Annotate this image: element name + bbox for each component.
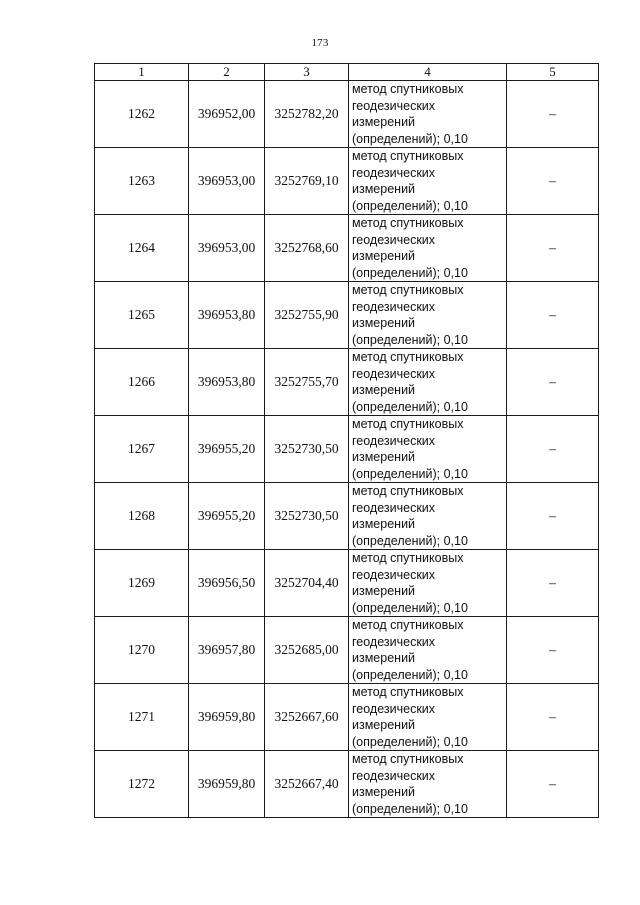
y-coordinate-cell: 3252667,40 <box>265 751 349 818</box>
y-coordinate-cell: 3252769,10 <box>265 148 349 215</box>
method-cell: метод спутниковых геодезических измерений (определений); 0,10 <box>349 550 507 617</box>
y-coordinate-cell: 3252755,90 <box>265 282 349 349</box>
table-row <box>95 416 599 483</box>
point-number-cell: 1269 <box>95 550 189 617</box>
x-coordinate-cell: 396953,80 <box>189 282 265 349</box>
table-header-row <box>95 64 599 81</box>
x-coordinate-cell: 396953,80 <box>189 349 265 416</box>
coordinates-table <box>94 63 599 818</box>
table-row <box>95 215 599 282</box>
point-number-cell: 1270 <box>95 617 189 684</box>
point-number-cell: 1268 <box>95 483 189 550</box>
table-row <box>95 81 599 148</box>
description-cell: – <box>507 617 599 684</box>
description-cell: – <box>507 148 599 215</box>
method-cell: метод спутниковых геодезических измерений (определений); 0,10 <box>349 148 507 215</box>
column-header-3: 3 <box>265 64 349 81</box>
method-cell: метод спутниковых геодезических измерений (определений); 0,10 <box>349 617 507 684</box>
description-cell: – <box>507 483 599 550</box>
point-number-cell: 1267 <box>95 416 189 483</box>
method-cell: метод спутниковых геодезических измерений (определений); 0,10 <box>349 483 507 550</box>
point-number-cell: 1264 <box>95 215 189 282</box>
description-cell: – <box>507 550 599 617</box>
x-coordinate-cell: 396955,20 <box>189 416 265 483</box>
table-row <box>95 751 599 818</box>
x-coordinate-cell: 396955,20 <box>189 483 265 550</box>
column-header-4: 4 <box>349 64 507 81</box>
y-coordinate-cell: 3252730,50 <box>265 483 349 550</box>
x-coordinate-cell: 396957,80 <box>189 617 265 684</box>
y-coordinate-cell: 3252782,20 <box>265 81 349 148</box>
table-row <box>95 148 599 215</box>
description-cell: – <box>507 349 599 416</box>
y-coordinate-cell: 3252685,00 <box>265 617 349 684</box>
method-cell: метод спутниковых геодезических измерений (определений); 0,10 <box>349 416 507 483</box>
description-cell: – <box>507 684 599 751</box>
method-cell: метод спутниковых геодезических измерений (определений); 0,10 <box>349 751 507 818</box>
point-number-cell: 1271 <box>95 684 189 751</box>
point-number-cell: 1262 <box>95 81 189 148</box>
column-header-1: 1 <box>95 64 189 81</box>
table-row <box>95 684 599 751</box>
table-row <box>95 550 599 617</box>
x-coordinate-cell: 396952,00 <box>189 81 265 148</box>
y-coordinate-cell: 3252667,60 <box>265 684 349 751</box>
y-coordinate-cell: 3252730,50 <box>265 416 349 483</box>
column-header-2: 2 <box>189 64 265 81</box>
table-row <box>95 282 599 349</box>
description-cell: – <box>507 282 599 349</box>
description-cell: – <box>507 215 599 282</box>
point-number-cell: 1265 <box>95 282 189 349</box>
description-cell: – <box>507 751 599 818</box>
description-cell: – <box>507 81 599 148</box>
table-row <box>95 483 599 550</box>
x-coordinate-cell: 396953,00 <box>189 148 265 215</box>
method-cell: метод спутниковых геодезических измерений (определений); 0,10 <box>349 349 507 416</box>
y-coordinate-cell: 3252704,40 <box>265 550 349 617</box>
method-cell: метод спутниковых геодезических измерений (определений); 0,10 <box>349 684 507 751</box>
x-coordinate-cell: 396959,80 <box>189 684 265 751</box>
y-coordinate-cell: 3252768,60 <box>265 215 349 282</box>
table-row <box>95 349 599 416</box>
y-coordinate-cell: 3252755,70 <box>265 349 349 416</box>
method-cell: метод спутниковых геодезических измерений (определений); 0,10 <box>349 81 507 148</box>
x-coordinate-cell: 396956,50 <box>189 550 265 617</box>
page-number: 173 <box>311 37 329 49</box>
x-coordinate-cell: 396959,80 <box>189 751 265 818</box>
point-number-cell: 1272 <box>95 751 189 818</box>
description-cell: – <box>507 416 599 483</box>
method-cell: метод спутниковых геодезических измерений (определений); 0,10 <box>349 282 507 349</box>
point-number-cell: 1266 <box>95 349 189 416</box>
column-header-5: 5 <box>507 64 599 81</box>
point-number-cell: 1263 <box>95 148 189 215</box>
x-coordinate-cell: 396953,00 <box>189 215 265 282</box>
table-row <box>95 617 599 684</box>
method-cell: метод спутниковых геодезических измерений (определений); 0,10 <box>349 215 507 282</box>
